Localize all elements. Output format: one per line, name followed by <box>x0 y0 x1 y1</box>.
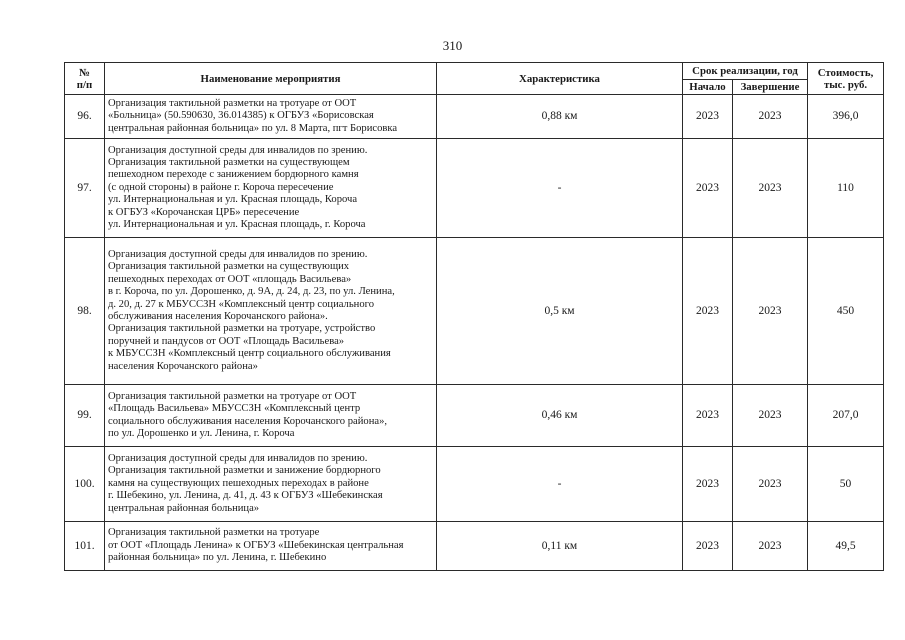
row-start-year: 2023 <box>683 95 733 139</box>
description-line: центральная районная больница» <box>108 502 260 514</box>
header-start: Начало <box>683 80 733 95</box>
table-row <box>65 139 884 238</box>
description-line: по ул. Дорошенко и ул. Ленина, г. Короча <box>108 427 295 439</box>
description-line: «Площадь Васильева» МБУССЗН «Комплексный центр <box>108 403 361 415</box>
description-line: поручней и пандусов от ООТ «Площадь Васильева» <box>108 335 345 347</box>
description-line: районная больница» по ул. Ленина, г. Шебекино <box>108 552 327 564</box>
description-line: населения Корочанского района» <box>108 360 258 372</box>
row-start-year: 2023 <box>683 139 733 238</box>
description-line: Организация тактильной разметки на тротуаре от ООТ <box>108 97 357 109</box>
row-description <box>105 522 437 571</box>
measures-table <box>64 62 884 571</box>
description-line: Организация доступной среды для инвалидов по зрению. <box>108 144 368 156</box>
row-cost: 110 <box>808 139 884 238</box>
description-line: Организация тактильной разметки на существующих <box>108 261 350 273</box>
description-line: пешеходных переходах от ООТ «площадь Васильева» <box>108 273 352 285</box>
row-characteristic: - <box>437 447 683 522</box>
row-cost: 396,0 <box>808 95 884 139</box>
table-row <box>65 385 884 447</box>
header-period: Срок реализации, год <box>683 63 808 80</box>
row-description <box>105 238 437 385</box>
header-cost <box>808 63 884 95</box>
description-line: в г. Короча, по ул. Дорошенко, д. 9А, д. 24, д. 23, по ул. Ленина, <box>108 286 395 298</box>
row-characteristic: 0,11 км <box>437 522 683 571</box>
row-cost: 207,0 <box>808 385 884 447</box>
row-end-year: 2023 <box>733 522 808 571</box>
description-line: д. 20, д. 27 к МБУССЗН «Комплексный центр социального <box>108 298 374 310</box>
row-start-year: 2023 <box>683 522 733 571</box>
description-line: Организация тактильной разметки на существующем <box>108 156 350 168</box>
description-line: к ОГБУЗ «Корочанская ЦРБ» пересечение <box>108 206 300 218</box>
description-line: г. Шебекино, ул. Ленина, д. 41, д. 43 к ОГБУЗ «Шебекинская <box>108 490 383 502</box>
table-row <box>65 95 884 139</box>
description-line: обслуживания населения Корочанского района». <box>108 311 328 322</box>
header-characteristic: Характеристика <box>437 63 683 95</box>
description-line: пешеходном переходе с занижением бордюрного камня <box>108 169 359 181</box>
description-line: Организация тактильной разметки на тротуаре, устройство <box>108 323 376 335</box>
row-end-year: 2023 <box>733 238 808 385</box>
description-line: Организация тактильной разметки на тротуаре <box>108 527 320 539</box>
description-line: Организация тактильной разметки и занижение бордюрного <box>108 465 381 477</box>
description-line: социального обслуживания населения Корочанского района», <box>108 415 388 427</box>
row-cost: 49,5 <box>808 522 884 571</box>
row-description <box>105 95 437 139</box>
table-row <box>65 522 884 571</box>
row-characteristic: - <box>437 139 683 238</box>
description-line: Организация доступной среды для инвалидов по зрению. <box>108 248 368 260</box>
description-line: «Больница» (50.590630, 36.014385) к ОГБУЗ «Борисовская <box>108 110 374 122</box>
row-characteristic: 0,5 км <box>437 238 683 385</box>
header-cost-line1: Стоимость, <box>817 66 874 79</box>
row-cost: 50 <box>808 447 884 522</box>
row-characteristic: 0,46 км <box>437 385 683 447</box>
row-end-year: 2023 <box>733 95 808 139</box>
row-end-year: 2023 <box>733 447 808 522</box>
header-name: Наименование мероприятия <box>105 63 437 95</box>
table-row <box>65 238 884 385</box>
description-line: Организация доступной среды для инвалидов по зрению. <box>108 452 368 464</box>
header-number-line2: п/п <box>76 78 93 91</box>
description-line: от ООТ «Площадь Ленина» к ОГБУЗ «Шебекинская центральная <box>108 539 404 551</box>
description-line: камня на существующих пешеходных переходах в районе <box>108 477 369 489</box>
header-number <box>65 63 105 95</box>
row-number: 96. <box>65 95 105 139</box>
row-description <box>105 385 437 447</box>
description-line: центральная районная больница» по ул. 8 Марта, пгт Борисовка <box>108 122 398 134</box>
row-number: 101. <box>65 522 105 571</box>
row-start-year: 2023 <box>683 447 733 522</box>
row-start-year: 2023 <box>683 238 733 385</box>
description-line: к МБУССЗН «Комплексный центр социального обслуживания <box>108 348 391 360</box>
header-cost-line2: тыс. руб. <box>823 78 868 91</box>
table-row <box>65 447 884 522</box>
header-number-line1: № <box>79 66 90 79</box>
row-start-year: 2023 <box>683 385 733 447</box>
description-line: ул. Интернациональная и ул. Красная площадь, г. Короча <box>108 219 366 231</box>
row-number: 100. <box>65 447 105 522</box>
description-line: ул. Интернациональная и ул. Красная площадь, Короча <box>108 194 358 206</box>
row-cost: 450 <box>808 238 884 385</box>
description-line: Организация тактильной разметки на тротуаре от ООТ <box>108 390 357 402</box>
row-number: 99. <box>65 385 105 447</box>
description-line: (с одной стороны) в районе г. Короча пересечение <box>108 181 334 193</box>
row-characteristic: 0,88 км <box>437 95 683 139</box>
page-number: 310 <box>442 38 463 53</box>
row-description <box>105 447 437 522</box>
row-end-year: 2023 <box>733 385 808 447</box>
header-end: Завершение <box>733 80 808 95</box>
row-number: 98. <box>65 238 105 385</box>
row-description <box>105 139 437 238</box>
row-end-year: 2023 <box>733 139 808 238</box>
row-number: 97. <box>65 139 105 238</box>
